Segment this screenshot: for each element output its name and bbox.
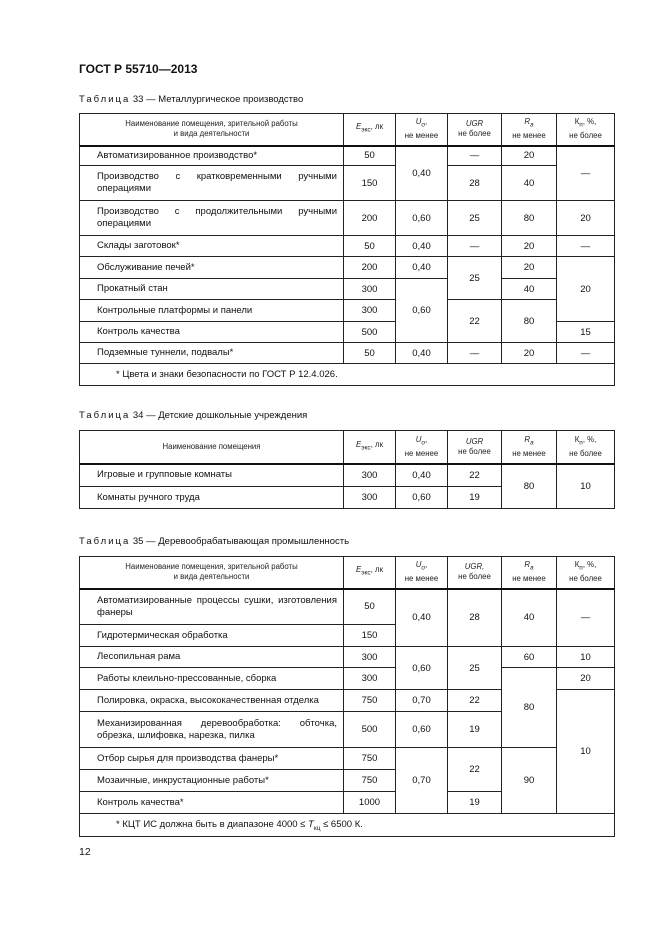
cell-name: Отбор сырья для производства фанеры* [80,748,344,770]
cell-ugr: 28 [448,166,502,201]
cell-ra: 20 [502,257,557,279]
cell-u: 0,60 [396,712,448,748]
cell-ugr: 22 [448,748,502,792]
cell-e: 300 [344,300,396,322]
cell-e: 500 [344,712,396,748]
cell-ra: 40 [502,279,557,300]
table-33 [79,113,615,386]
table-footnote-row [80,814,615,837]
cell-e: 150 [344,625,396,647]
cell-kp: — [557,589,615,647]
table-header-row [80,114,615,146]
caption-label: Таблица [79,536,131,547]
cell-e: 50 [344,589,396,625]
cell-name: Производство с продолжительными ручными операциями [80,201,344,236]
cell-e: 300 [344,647,396,668]
table-footnote: * КЦТ ИС должна быть в диапазоне $4000 \le T_{кц} \le 6500$ К. [80,814,615,837]
cell-name: Контроль качества* [80,792,344,814]
table-row [80,236,615,257]
cell-u: 0,60 [396,647,448,690]
cell-ugr: — [448,236,502,257]
cell-e: 50 [344,236,396,257]
table-34 [79,430,615,509]
table-row [80,257,615,279]
cell-u: 0,70 [396,690,448,712]
cell-e: 150 [344,166,396,201]
cell-e: 200 [344,201,396,236]
header-room-name: Наименование помещения, зрительной работы и вида деятельности [80,557,344,589]
table-row [80,668,615,690]
cell-u: 0,40 [396,464,448,487]
cell-ra: 20 [502,146,557,166]
cell-kp: 15 [557,322,615,343]
cell-kp: — [557,343,615,364]
table-row [80,748,615,770]
cell-e: 300 [344,668,396,690]
cell-name: Работы клеильно-прессованные, сборка [80,668,344,690]
cell-u: 0,40 [396,146,448,201]
cell-ugr: 22 [448,464,502,487]
header-uniformity: $U_o$, не менее [396,114,448,146]
cell-ra: 80 [502,464,557,509]
cell-kp: — [557,146,615,201]
cell-e: 750 [344,748,396,770]
caption-label: Таблица [79,94,131,105]
cell-name: Лесопильная рама [80,647,344,668]
cell-kp: 20 [557,668,615,690]
cell-ra: 90 [502,748,557,814]
cell-name: Гидротермическая обработка [80,625,344,647]
cell-ugr: 25 [448,647,502,690]
cell-e: 500 [344,322,396,343]
cell-e: 300 [344,279,396,300]
header-illuminance: $E_{экс}$, лк [344,431,396,464]
table-row [80,589,615,625]
cell-kp: 10 [557,690,615,814]
cell-u: 0,40 [396,257,448,279]
header-illuminance: $E_{экс}$, лк [344,114,396,146]
caption-title: 33 — Металлургическое производство [130,94,304,105]
cell-e: 1000 [344,792,396,814]
cell-name: Комнаты ручного труда [80,487,344,509]
cell-e: 300 [344,487,396,509]
cell-ra: 80 [502,201,557,236]
cell-u: 0,70 [396,748,448,814]
table-footnote: * Цвета и знаки безопасности по ГОСТ Р 12.4.026. [80,364,615,386]
cell-name: Контрольные платформы и панели [80,300,344,322]
header-ra: $R_a$ не менее [502,431,557,464]
table-header-row [80,557,615,589]
table-row [80,146,615,166]
cell-kp: 10 [557,464,615,509]
cell-ugr: 22 [448,300,502,343]
cell-name: Прокатный стан [80,279,344,300]
caption-title: 34 — Детские дошкольные учреждения [130,410,308,421]
cell-u: 0,40 [396,343,448,364]
header-ugr: UGR не более [448,431,502,464]
header-illuminance: $E_{экс}$, лк [344,557,396,589]
cell-u: 0,60 [396,201,448,236]
cell-name: Контроль качества [80,322,344,343]
cell-ugr: 19 [448,712,502,748]
cell-ra: 20 [502,343,557,364]
cell-name: Автоматизированное производство* [80,146,344,166]
cell-u: 0,60 [396,487,448,509]
header-kp: $К_п$, %, не более [557,114,615,146]
cell-e: 300 [344,464,396,487]
cell-ugr: 28 [448,589,502,647]
caption-title: 35 — Деревообрабатывающая промышленность [130,536,350,547]
cell-name: Склады заготовок* [80,236,344,257]
cell-ra: 80 [502,668,557,748]
table-33-caption [79,94,303,105]
cell-ugr: 19 [448,487,502,509]
header-kp: $К_п$, %, не более [557,431,615,464]
cell-name: Производство с кратковременными ручными операциями [80,166,344,201]
cell-name: Автоматизированные процессы сушки, изготовления фанеры [80,589,344,625]
cell-name: Мозаичные, инкрустационные работы* [80,770,344,792]
cell-ugr: 22 [448,690,502,712]
cell-kp: 20 [557,257,615,322]
cell-u: 0,40 [396,236,448,257]
page-number: 12 [79,846,91,858]
cell-ugr: 25 [448,201,502,236]
table-header-row [80,431,615,464]
cell-ugr: — [448,146,502,166]
header-ugr: UGR, не более [448,557,502,589]
cell-name: Полировка, окраска, высококачественная отделка [80,690,344,712]
table-row [80,166,615,201]
cell-kp: 20 [557,201,615,236]
cell-kp: — [557,236,615,257]
cell-e: 200 [344,257,396,279]
table-row [80,647,615,668]
table-footnote-row [80,364,615,386]
document-header: ГОСТ Р 55710—2013 [79,62,198,76]
header-ugr: UGR не более [448,114,502,146]
cell-ra: 40 [502,589,557,647]
table-row [80,279,615,300]
cell-ra: 40 [502,166,557,201]
cell-e: 50 [344,343,396,364]
table-row [80,201,615,236]
cell-ugr: 19 [448,792,502,814]
header-kp: $К_п$, %, не более [557,557,615,589]
cell-kp: 10 [557,647,615,668]
header-uniformity: $U_o$, не менее [396,557,448,589]
header-room-name: Наименование помещения, зрительной работы и вида деятельности [80,114,344,146]
cell-ra: 60 [502,647,557,668]
table-row [80,300,615,322]
caption-label: Таблица [79,410,131,421]
cell-u: 0,40 [396,589,448,647]
cell-name: Обслуживание печей* [80,257,344,279]
table-34-caption [79,410,307,421]
table-row [80,343,615,364]
cell-e: 750 [344,690,396,712]
cell-ugr: — [448,343,502,364]
cell-e: 50 [344,146,396,166]
table-35-caption [79,536,349,547]
cell-name: Механизированная деревообработка: обточка, обрезка, шлифовка, нарезка, пилка [80,712,344,748]
header-room-name: Наименование помещения [80,431,344,464]
table-35 [79,556,615,837]
cell-ugr: 25 [448,257,502,300]
header-ra: $R_a$ не менее [502,114,557,146]
cell-name: Игровые и групповые комнаты [80,464,344,487]
cell-ra: 80 [502,300,557,343]
header-ra: $R_a$ не менее [502,557,557,589]
cell-ra: 20 [502,236,557,257]
cell-e: 750 [344,770,396,792]
table-row [80,464,615,487]
cell-name: Подземные туннели, подвалы* [80,343,344,364]
cell-u: 0,60 [396,279,448,343]
header-uniformity: $U_o$, не менее [396,431,448,464]
